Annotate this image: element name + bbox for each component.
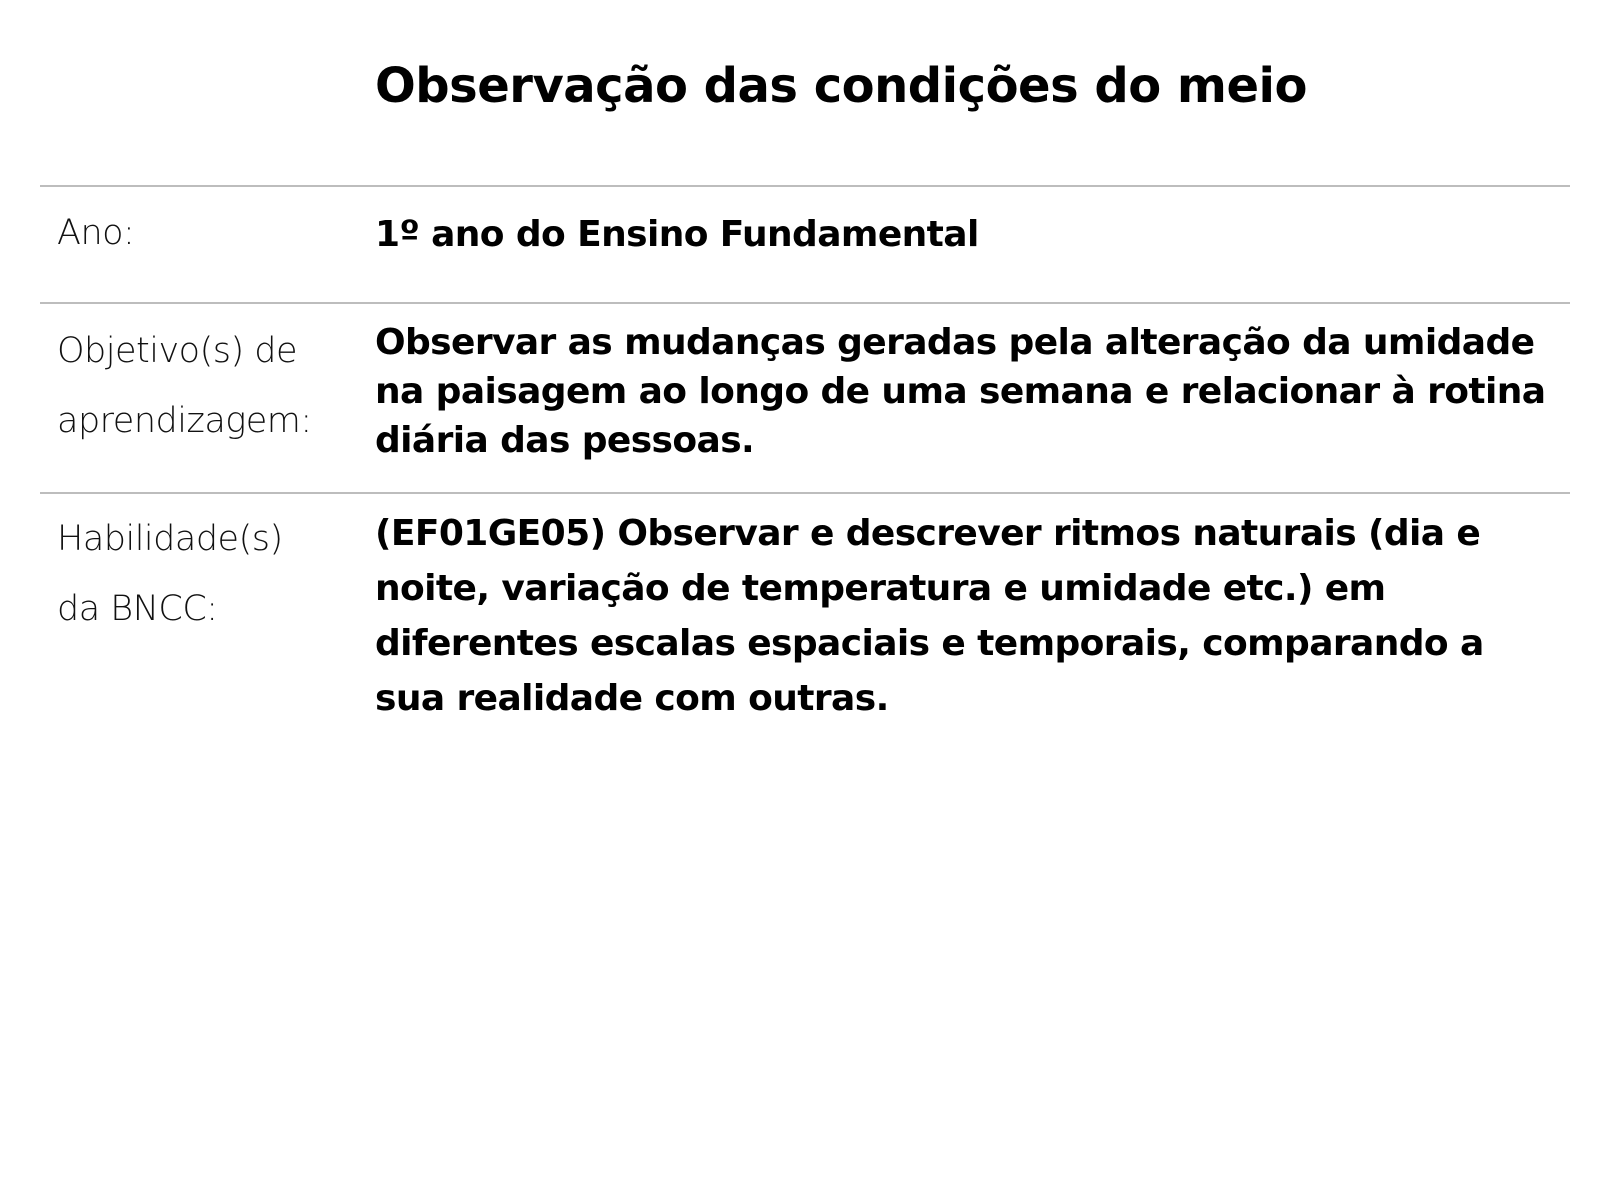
label-line: Habilidade(s) [57,519,283,559]
value-objetivos: Observar as mudanças geradas pela alteração da umidade na paisagem ao longo de uma semana e relacionar à rotina diária das pessoas. [375,322,1546,461]
page-title: Observação das condições do meio [375,58,1307,114]
label-line: Objetivo(s) de [57,331,298,371]
label-line: Ano: [57,213,135,253]
label-habilidades [57,504,283,644]
label-ano [57,198,134,268]
value-habilidades: (EF01GE05) Observar e descrever ritmos naturais (dia e noite, variação de temperatura e umidade etc.) em diferentes escalas espaciais e temporais, comparando a sua realidade com outras. [375,513,1484,719]
divider [40,302,1570,304]
divider [40,492,1570,494]
label-objetivos [57,316,312,456]
label-line: da BNCC: [57,589,218,629]
value-ano: 1º ano do Ensino Fundamental [375,214,979,255]
divider [40,185,1570,187]
label-line: aprendizagem: [57,401,312,441]
